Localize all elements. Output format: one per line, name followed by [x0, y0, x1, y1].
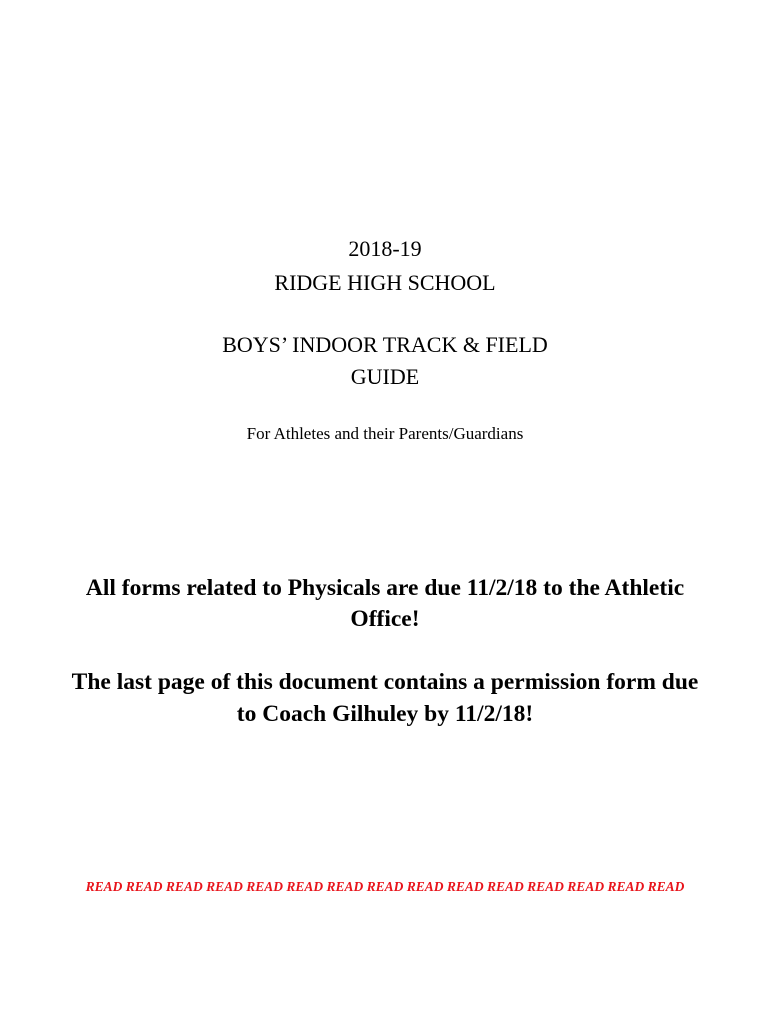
school-name: RIDGE HIGH SCHOOL: [274, 270, 496, 295]
permission-notice-line-1: The last page of this document contains a permission form due: [71, 669, 699, 695]
permission-notice-line-2: to Coach Gilhuley by 11/2/18!: [236, 701, 534, 727]
guide-title-line-1: BOYS’ INDOOR TRACK & FIELD: [222, 332, 548, 357]
guide-title-line-2: GUIDE: [350, 364, 420, 389]
physicals-notice-line-2: Office!: [350, 606, 420, 632]
school-year: 2018-19: [348, 236, 422, 261]
guide-audience: For Athletes and their Parents/Guardians: [246, 424, 524, 443]
read-banner: READ READ READ READ READ READ READ READ READ READ READ READ READ READ READ: [85, 879, 685, 894]
physicals-notice-line-1: All forms related to Physicals are due 11/2/18 to the Athletic: [85, 575, 685, 601]
